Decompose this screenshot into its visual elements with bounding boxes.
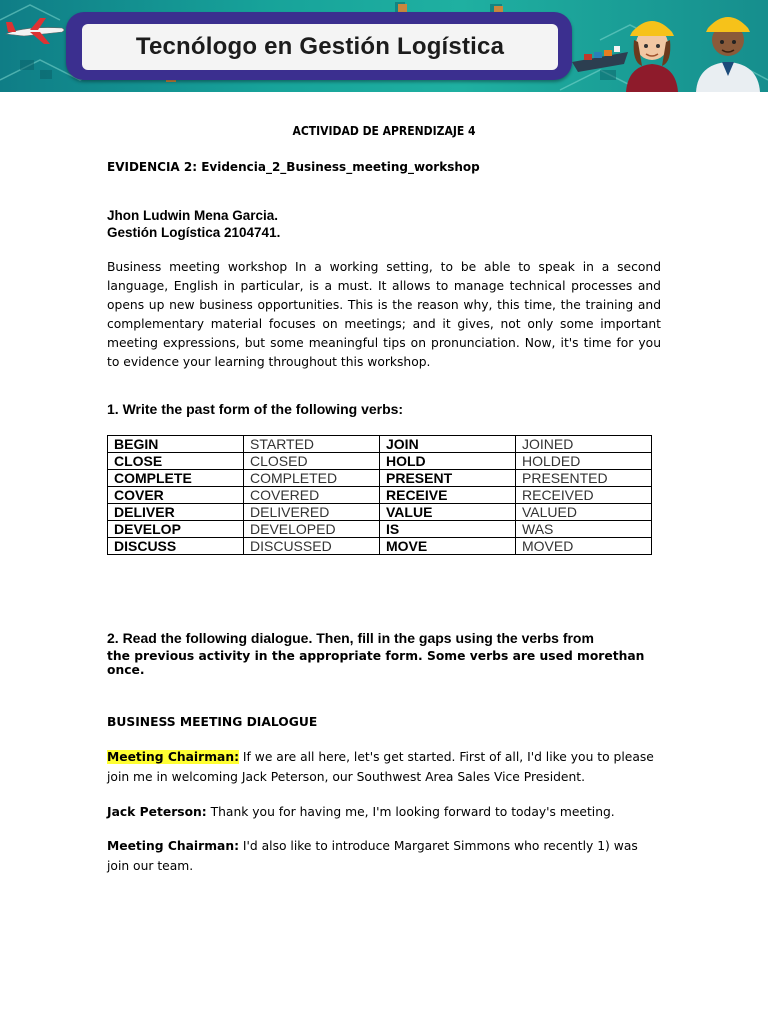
past-form-cell: PRESENTED [516,470,652,487]
verb-cell: DEVELOP [108,521,244,538]
table-row [108,436,652,453]
question-2: 2. Read the following dialogue. Then, fill in the gaps using the verbs from [107,630,594,646]
activity-title: ACTIVIDAD DE APRENDIZAJE 4 [292,124,476,138]
verb-cell: COVER [108,487,244,504]
author-block [107,207,661,241]
worker-man-icon [688,2,768,92]
dialogue-line [107,747,661,787]
past-form-cell: DELIVERED [244,504,380,521]
verb-cell: MOVE [380,538,516,555]
past-form-cell: COVERED [244,487,380,504]
table-row [108,504,652,521]
evidence-heading: EVIDENCIA 2: Evidencia_2_Business_meeting_workshop [107,160,480,174]
past-form-cell: CLOSED [244,453,380,470]
dialogue-title: BUSINESS MEETING DIALOGUE [107,715,318,729]
table-row [108,538,652,555]
table-row [108,470,652,487]
author-program: Gestión Logística 2104741. [107,225,281,240]
speaker-name: Jack Peterson: [107,805,207,819]
airplane-icon [4,14,68,50]
verbs-table [107,435,652,555]
past-form-cell: VALUED [516,504,652,521]
question-1: 1. Write the past form of the following verbs: [107,401,404,417]
author-name: Jhon Ludwin Mena Garcia. [107,208,279,223]
table-row [108,487,652,504]
verb-cell: DISCUSS [108,538,244,555]
header-banner [0,0,768,92]
dialogue-text: I'd also like to introduce Margaret Simmons who recently 1) was join our team. [107,839,638,873]
past-form-cell: HOLDED [516,453,652,470]
dialogue-text: If we are all here, let's get started. First of all, I'd like you to please join me in welcoming Jack Peterson, our Southwest Area Sales Vice President. [107,750,654,784]
dialogue-text: Thank you for having me, I'm looking forward to today's meeting. [206,805,615,819]
table-row [108,453,652,470]
past-form-cell: DEVELOPED [244,521,380,538]
verb-cell: COMPLETE [108,470,244,487]
verb-cell: JOIN [380,436,516,453]
verb-cell: DELIVER [108,504,244,521]
verb-cell: PRESENT [380,470,516,487]
verb-cell: HOLD [380,453,516,470]
past-form-cell: MOVED [516,538,652,555]
verb-cell: IS [380,521,516,538]
dialogue-line [107,836,661,876]
past-form-cell: JOINED [516,436,652,453]
verb-cell: VALUE [380,504,516,521]
past-form-cell: STARTED [244,436,380,453]
table-row [108,521,652,538]
past-form-cell: COMPLETED [244,470,380,487]
speaker-name: Meeting Chairman: [107,839,239,853]
past-form-cell: RECEIVED [516,487,652,504]
worker-woman-icon [612,6,692,92]
intro-paragraph: Business meeting workshop In a working setting, to be able to speak in a second language, English in particular, is a must. It allows to manage technical processes and opens up new business opportunities. This is the reason why, this time, the training and complementary material focuses on meetings; and it gives, not only some important meeting expressions, but some meaningful tips on pronunciation. Now, it's time for you to evidence your learning throughout this workshop. [107,260,661,369]
past-form-cell: WAS [516,521,652,538]
question-2-continuation: the previous activity in the appropriate form. Some verbs are used morethan once. [107,649,645,677]
banner-title: Tecnólogo en Gestión Logística [135,33,505,60]
verb-cell: RECEIVE [380,487,516,504]
speaker-name: Meeting Chairman: [107,750,239,764]
past-form-cell: DISCUSSED [244,538,380,555]
verb-cell: CLOSE [108,453,244,470]
verb-cell: BEGIN [108,436,244,453]
dialogue-line [107,802,661,822]
